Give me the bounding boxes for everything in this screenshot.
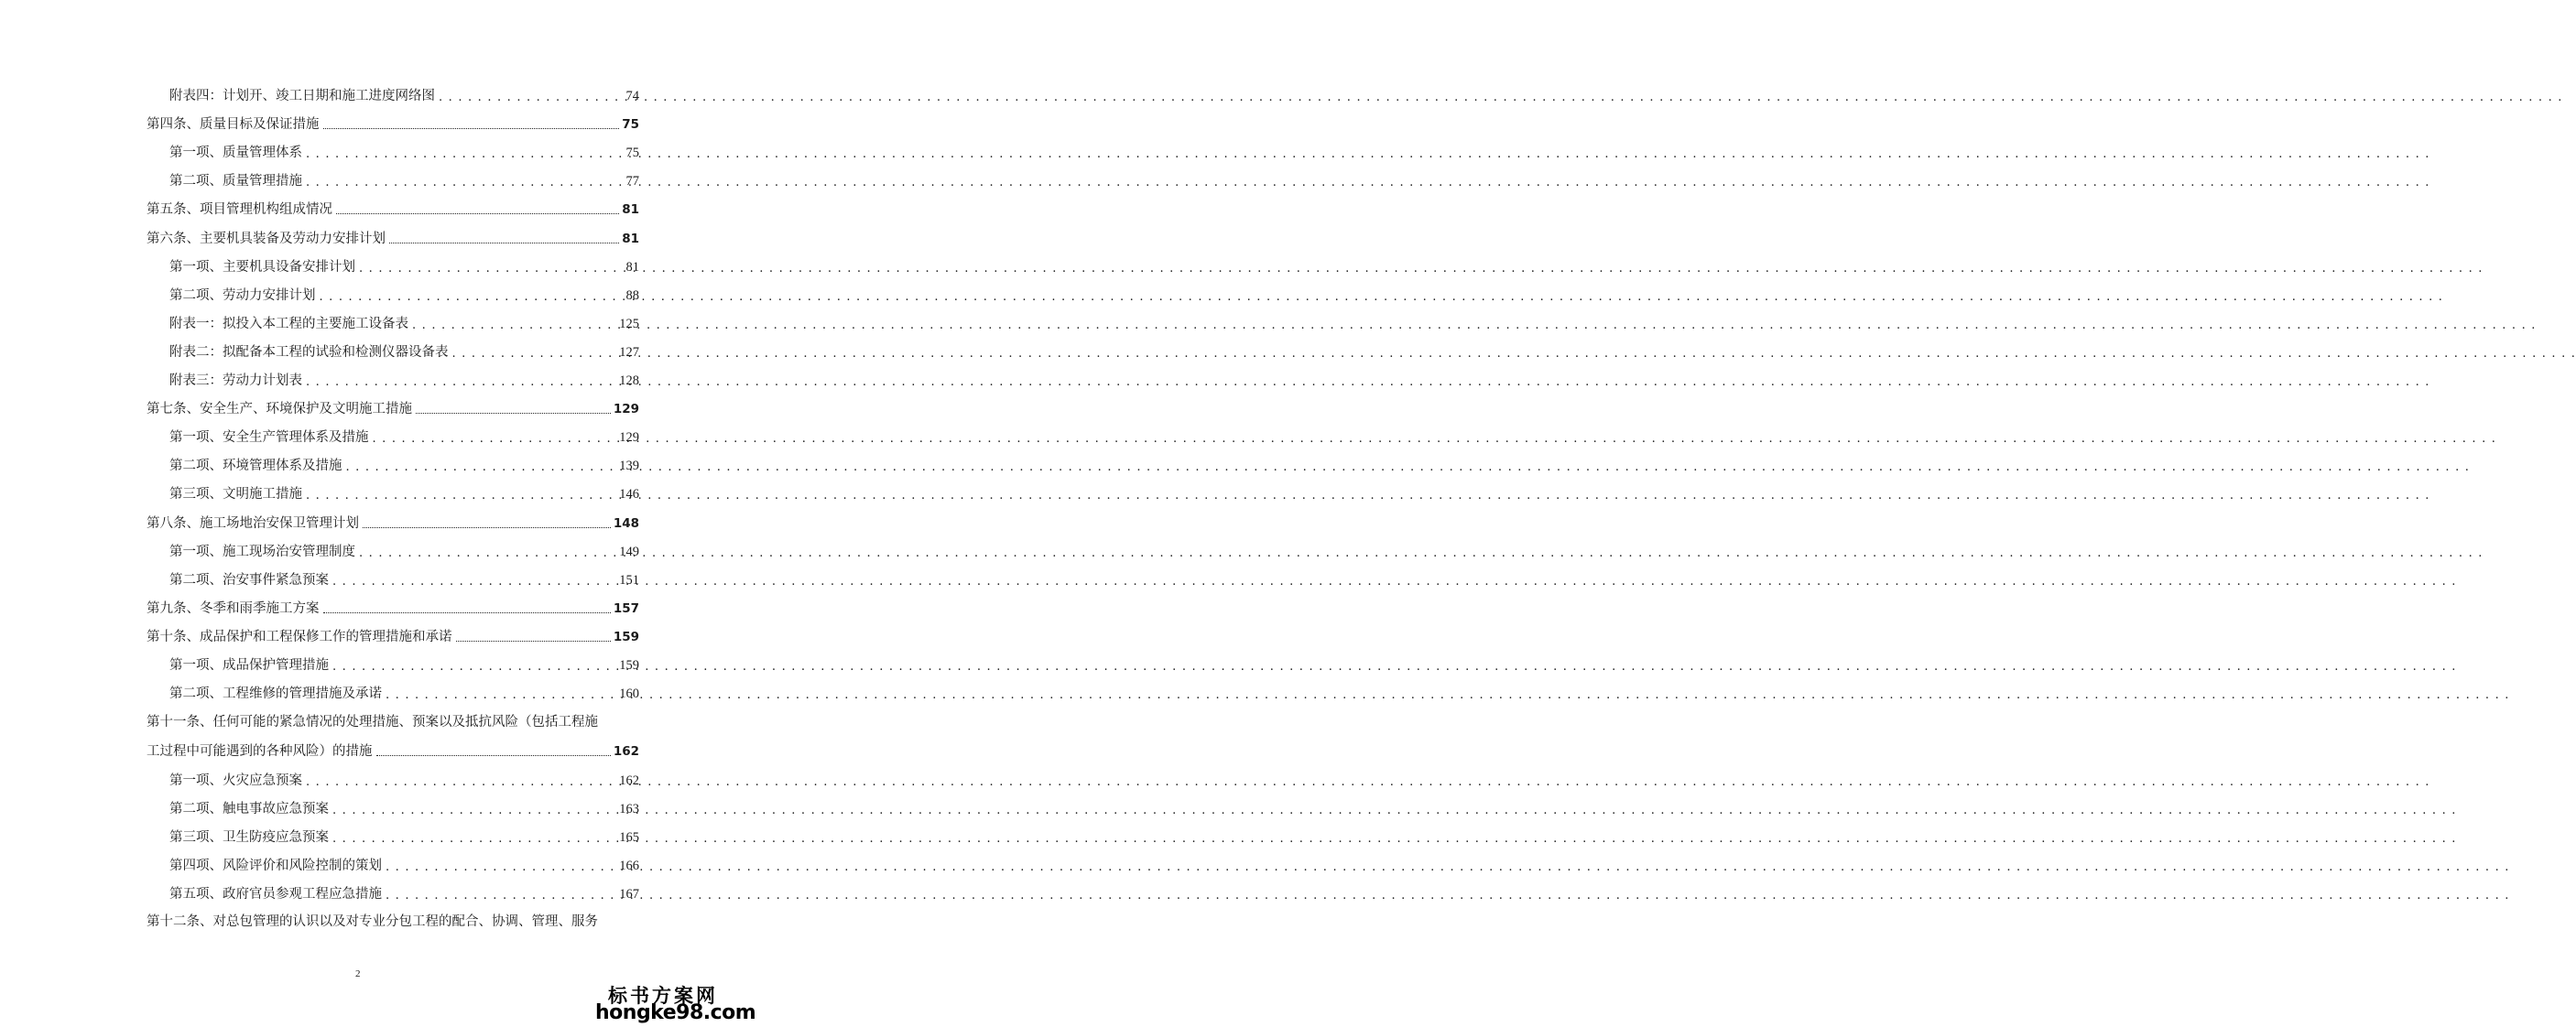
toc-entry-section[interactable] [169,650,639,674]
toc-page-number: 129 [613,402,639,417]
toc-entry-title: 第二项、环境管理体系及措施 [169,459,342,474]
toc-entry-title: 附表三：劳动力计划表 [169,373,302,388]
toc-page-number: 128 [619,373,639,388]
dot-leader [439,92,624,104]
page-number: 2 [355,968,361,979]
toc-page-number: 166 [619,859,639,874]
toc-entry-title: 第二项、劳动力安排计划 [169,287,316,303]
toc-entry-title: 附表一：拟投入本工程的主要施工设备表 [169,316,408,331]
dot-leader [386,861,616,874]
toc-entry-chapter[interactable] [147,394,639,417]
toc-entry-wrapped-second-line[interactable] [147,736,639,760]
dot-leader [332,833,616,846]
toc-entry-title: 第五条、项目管理机构组成情况 [147,202,332,218]
toc-page-number: 74 [625,89,639,103]
toc-entry-chapter[interactable] [147,622,639,645]
toc-entry-title: 第一项、施工现场治安管理制度 [169,544,355,559]
dot-leader [332,805,616,817]
toc-page-number: 88 [625,287,639,303]
toc-page-number: 127 [619,344,639,360]
toc-entry-section[interactable] [169,822,639,846]
toc-entry-title: 第二项、触电事故应急预案 [169,802,329,817]
dot-leader [323,600,611,613]
toc-entry-title: 第二项、治安事件紧急预案 [169,572,329,588]
toc-entry-section[interactable] [169,850,639,874]
toc-entry-section[interactable] [169,678,639,702]
toc-page-number: 165 [619,830,639,846]
toc-entry-section[interactable] [169,308,639,332]
toc-page-number: 81 [625,259,639,275]
dot-leader [320,291,624,304]
toc-page-number: 75 [625,146,639,161]
dot-leader [359,547,616,560]
dot-leader [306,490,616,503]
toc-page-number: 149 [619,544,639,559]
toc-entry-title: 第一项、主要机具设备安排计划 [169,259,355,275]
dot-leader [346,461,617,474]
toc-entry-section[interactable] [169,252,639,276]
watermark-url: hongke98.com [595,1001,756,1024]
toc-page-number: 159 [613,629,639,644]
dot-leader [386,890,616,903]
toc-entry-title: 第四条、质量目标及保证措施 [147,117,320,133]
toc-page-number: 162 [613,744,639,759]
dot-leader [306,776,616,789]
toc-entry-title: 第四项、风险评价和风险控制的策划 [169,859,382,874]
toc-entry-title: 第一项、质量管理体系 [169,146,302,161]
toc-page-number: 148 [613,515,639,531]
toc-page-number: 157 [613,600,639,616]
toc-entry-title: 附表二：拟配备本工程的试验和检测仪器设备表 [169,344,449,360]
toc-page-number: 162 [619,773,639,788]
toc-entry-title: 第十条、成品保护和工程保修工作的管理措施和承诺 [147,629,452,644]
watermark-logo-text: 标书方案网 [608,984,718,1007]
toc-page-number: 159 [619,658,639,673]
toc-page-number: 160 [619,686,639,702]
toc-entry-section[interactable] [169,536,639,560]
toc-page-number: 129 [619,430,639,446]
toc-entry-section[interactable] [169,765,639,789]
toc-entry-section[interactable] [169,450,639,474]
toc-entry-chapter[interactable] [147,223,639,247]
toc-page-number: 77 [625,174,639,189]
toc-entry-section[interactable] [169,137,639,161]
toc-entry-title: 第八条、施工场地治安保卫管理计划 [147,515,359,531]
dot-leader [306,148,624,161]
toc-entry-section[interactable] [169,166,639,189]
dot-leader [306,376,616,389]
toc-entry-title: 第九条、冬季和雨季施工方案 [147,600,320,616]
toc-entry-section[interactable] [169,879,639,903]
toc-entry-section[interactable] [169,337,639,361]
toc-entry-title-last: 第十二条、对总包管理的认识以及对专业分包工程的配合、协调、管理、服务 [147,914,598,929]
toc-entry-title: 第六条、主要机具装备及劳动力安排计划 [147,231,386,246]
dot-leader [363,514,611,528]
toc-entry-section[interactable] [169,479,639,503]
dot-leader [389,230,619,243]
toc-page-number: 163 [619,802,639,817]
dot-leader [306,177,624,189]
toc-entry-section[interactable] [169,81,639,104]
dot-leader [456,628,611,642]
toc-entry-title: 工过程中可能遇到的各种风险）的措施 [147,744,373,759]
toc-entry-title: 第一项、火灾应急预案 [169,773,302,788]
toc-entry-title: 第二项、工程维修的管理措施及承诺 [169,686,382,702]
dot-leader [373,433,617,446]
toc-entry-title: 第七条、安全生产、环境保护及文明施工措施 [147,402,412,417]
toc-entry-title: 第五项、政府官员参观工程应急措施 [169,887,382,903]
toc-entry-title: 第三项、文明施工措施 [169,487,302,503]
toc-entry-title: 第二项、质量管理措施 [169,174,302,189]
toc-page-number: 151 [619,572,639,588]
toc-entry-section[interactable] [169,280,639,304]
toc-entry-title: 第一项、成品保护管理措施 [169,658,329,673]
toc-entry-title-wrapped: 第十一条、任何可能的紧急情况的处理措施、预案以及抵抗风险（包括工程施 [147,715,598,730]
toc-page-number: 81 [622,202,639,218]
dot-leader [416,400,611,414]
toc-page-number: 75 [622,117,639,133]
toc-entry-title: 附表四：计划开、竣工日期和施工进度网络图 [169,89,435,103]
toc-entry-section[interactable] [169,565,639,589]
toc-page-number: 81 [622,231,639,246]
dot-leader [452,348,617,361]
dot-leader [386,689,616,702]
toc-page-number: 139 [619,459,639,474]
toc-entry-chapter[interactable] [147,109,639,133]
toc-entry-chapter[interactable] [147,508,639,532]
toc-entry-title: 第一项、安全生产管理体系及措施 [169,430,369,446]
dot-leader [336,200,619,214]
toc-entry-title: 第三项、卫生防疫应急预案 [169,830,329,846]
toc-page-number: 125 [619,316,639,331]
toc-page-number: 146 [619,487,639,503]
toc-page-number: 167 [619,887,639,903]
dot-leader [332,576,616,589]
toc-entry-section[interactable] [169,794,639,817]
toc-entry-chapter[interactable] [147,194,639,218]
dot-leader [376,742,611,756]
dot-leader [332,661,616,674]
dot-leader [323,115,620,129]
toc-entry-section[interactable] [169,365,639,389]
dot-leader [412,319,616,332]
toc-entry-section[interactable] [169,422,639,446]
dot-leader [359,263,624,276]
toc-entry-chapter[interactable] [147,593,639,617]
